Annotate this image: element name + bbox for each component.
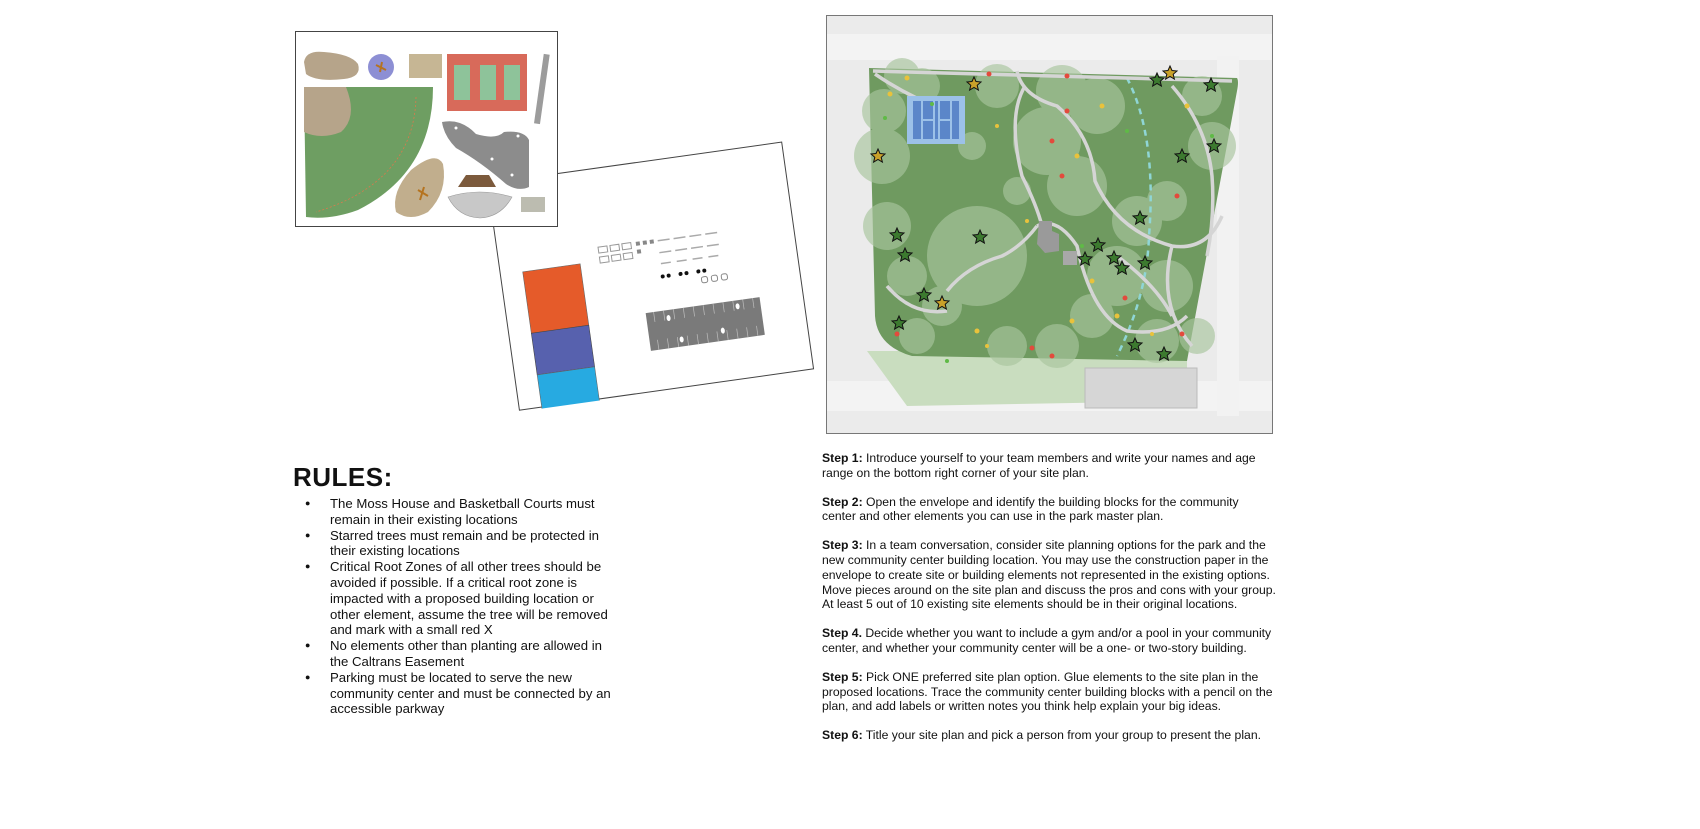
building-block-blue[interactable]: [537, 367, 600, 412]
basketball-courts: [907, 96, 965, 144]
cutout-sheet-site-elements: [295, 31, 558, 227]
rules-list: [293, 496, 633, 717]
step-3: Step 3: In a team conversation, consider site planning options for the park and the new community center building location. You may use the construction paper in the envelope to create site or building elements not represented in the existing options. Move pieces around on the site plan and discuss the pros and cons with your group. At least 5 out of 10 existing site elements should be in their original locations.: [822, 538, 1276, 612]
building-block-purple[interactable]: [531, 325, 594, 375]
step-2: Step 2: Open the envelope and identify the building blocks for the community center and other elements you can use in the park master plan.: [822, 494, 1239, 524]
rule-item: ● Parking must be located to serve the new community center and must be connected by an accessible parkway: [293, 670, 633, 717]
rules-section: [293, 462, 633, 717]
site-plan-map: [826, 15, 1273, 434]
baseball-infield-piece[interactable]: [304, 87, 351, 136]
rules-title: RULES:: [293, 462, 393, 492]
path-segment-piece[interactable]: [534, 54, 550, 124]
steps-section: [822, 451, 1292, 757]
parking-lot-piece[interactable]: [646, 297, 765, 351]
garden-plot-piece[interactable]: [409, 54, 442, 78]
step-1: Step 1: Introduce yourself to your team members and write your names and age range on the bottom right corner of your site plan.: [822, 451, 1256, 480]
amphitheater-piece[interactable]: [448, 192, 512, 218]
step-4: Step 4. Decide whether you want to include a gym and/or a pool in your community center, and whether your community center will be a one- or two-story building.: [822, 626, 1272, 655]
step-6: Step 6: Title your site plan and pick a person from your group to present the plan.: [822, 728, 1261, 743]
dirt-mound-piece[interactable]: [304, 52, 359, 80]
tennis-courts-piece[interactable]: [447, 54, 527, 111]
step-5: Step 5: Pick ONE preferred site plan option. Glue elements to the site plan in the proposed locations. Trace the community center building blocks with a pencil on the plan, and add labels or written notes you think help explain your big ideas.: [822, 669, 1273, 714]
stage-piece[interactable]: [458, 175, 496, 187]
plaza-slab-piece[interactable]: [521, 197, 545, 212]
site-elements-art: [296, 32, 559, 228]
site-plan-art: [827, 16, 1273, 434]
building-block-orange[interactable]: [523, 264, 589, 333]
rule-item: ● Critical Root Zones of all other trees should be avoided if possible. If a critical root zone is impacted with a proposed building location or other element, assume the tree will be removed and mark with a small red X: [293, 559, 633, 638]
rule-item: ● Starred trees must remain and be protected in their existing locations: [293, 528, 633, 560]
rule-item: ● No elements other than planting are allowed in the Caltrans Easement: [293, 638, 633, 670]
rule-item: ● The Moss House and Basketball Courts must remain in their existing locations: [293, 496, 633, 528]
